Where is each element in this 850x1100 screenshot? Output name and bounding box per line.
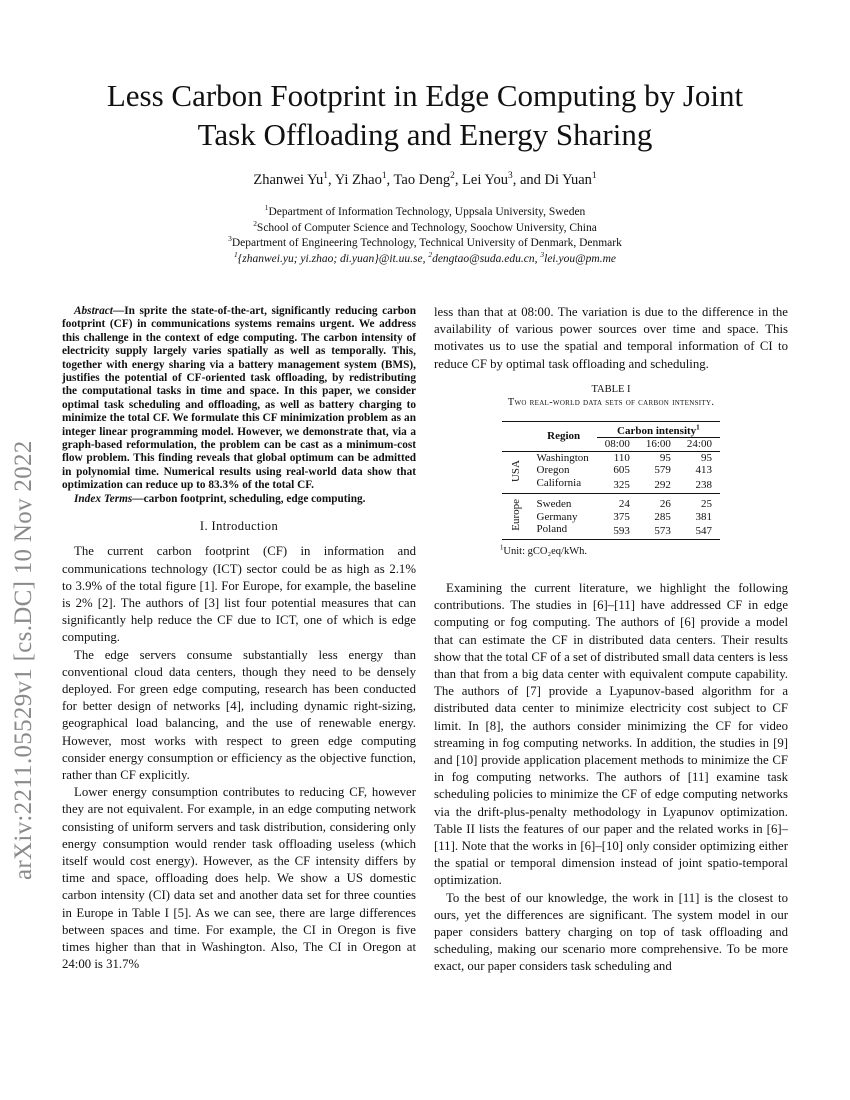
table-row: California <box>536 476 582 489</box>
table-cell: 24 <box>597 494 638 511</box>
author: Yi Zhao$^1$, <box>334 171 394 188</box>
paragraph: less than that at 08:00. The variation is due to the difference in the availability of various power sources over time and space. This motivates us to use the spatial and temporal information of CI to reduce CF by optimal task offloading and scheduling. <box>434 305 788 371</box>
arxiv-identifier: arXiv:2211.05529v1 [cs.DC] 10 Nov 2022 <box>10 440 37 880</box>
table-row: Sweden <box>531 494 597 511</box>
author-emails: $^1${zhanwei.yu; yi.zhao; di.yuan}@it.uu.se, $^2$dengtao@suda.edu.cn, $^3$lei.you@pm.me <box>233 249 617 265</box>
table-cell: 110 <box>597 451 638 464</box>
col-header-time: 16:00 <box>638 438 679 452</box>
affiliation: $^3$Department of Engineering Technology, Technical University of Denmark, Denmark <box>228 234 622 249</box>
author: Lei You$^3$, and <box>462 171 545 188</box>
paragraph: Lower energy consumption contributes to reducing CF, however they are not equivalent. For example, in an edge computing network consisting of uniform servers and task distribution, considering only energy consumption would render task offloading useless (which itself would cost energy). However, as the CF intensity differs by time and space, offloading does help. We show a US domestic carbon intensity (CI) data set and another data set for three counties in Europe in Table I [5]. As we can see, there are large differences between spaces and time. For example, the CI in Oregon is five times higher than that in Washington. Also, The CI in Oregon at 24:00 is 31.7% <box>62 785 416 972</box>
group-label-europe: Europe <box>502 494 531 540</box>
index-terms: Index Terms—carbon footprint, scheduling, edge computing. <box>74 492 366 505</box>
affiliation: $^2$School of Computer Science and Technology, Soochow University, China <box>253 218 597 234</box>
col-header-region: Region <box>531 421 597 451</box>
paragraph: The edge servers consume substantially less energy than conventional cloud data centers, though they need to be densely deployed. For green edge computing, research has been conducted for better design of networks [4], including dynamic right-sizing, geographical load balancing, and the use of renewable energy. However, most works with respect to green edge computing consider energy consumption or efficiency as the objective function, rather than CF explicitly. <box>62 647 416 782</box>
author: Di Yuan$^1$ <box>544 171 597 188</box>
author: Zhanwei Yu$^1$, <box>253 171 335 188</box>
table-cell: 413 <box>695 464 712 477</box>
author-list <box>60 172 790 189</box>
paragraph: Examining the current literature, we highlight the following contributions. The studies in [6]–[11] have addressed CF in edge computing or fog computing. The authors of [6] provide a model that can estimate the CF in distributed data centers. Their results show that the total CF of a set of distributed small data centers is less than that from a big data center with equivalent compute capability. The authors of [7] provide a Lyapunov-based algorithm for a distributed data center to minimize electricity cost subject to CF limit. In [8], the authors consider minimizing the CF for video streaming in fog computing networks. In addition, the studies in [9] and [10] provide application placement methods to minimize the CF in fog computing networks. The authors of [11] examine task scheduling policies to minimize the CF of edge computing networks via the drift-plus-penalty methodology in Lyapunov optimization. Table II lists the features of our paper and the related works in [6]–[11]. Note that the works in [6]–[10] only consider optimizing either the spatial or temporal dimension instead of joint spatio-temporal optimization. <box>434 581 788 888</box>
table-footnote: $^1$Unit: gCO₂eq/kWh. <box>500 544 587 557</box>
table-cell: 325 <box>613 478 630 491</box>
table-cell: 573 <box>638 523 679 539</box>
table-cell: 579 <box>654 464 671 477</box>
table-cell: 292 <box>654 478 671 491</box>
table-row: Washington <box>531 451 597 464</box>
table-row: Oregon <box>536 464 570 477</box>
table-cell: 238 <box>695 478 712 491</box>
paragraph: The current carbon footprint (CF) in information and communications technology (ICT) sector could be as high as 2.1% to 3.9% of the total figure [1]. For Europe, for example, the baseline is 2% [2]. The authors of [3] list four potential measures that can significantly help reduce the CF due to ICT, one of which is edge computing. <box>62 544 416 645</box>
carbon-intensity-table <box>502 421 720 540</box>
table-cell: 547 <box>679 523 720 539</box>
right-column <box>434 304 788 976</box>
table-cell: 375 <box>613 510 630 523</box>
table-cell: 25 <box>679 494 720 511</box>
abstract: Abstract—In sprite the state-of-the-art, significantly reducing carbon footprint (CF) in communications systems remains urgent. We address this challenge in the context of edge computing. The carbon intensity of electricity supply largely varies spatially as well as temporally. This, together with energy sharing via a battery management system (BMS), justifies the potential of CF-oriented task offloading, by redistributing the computational tasks in time and space. In this paper, we consider optimal task scheduling and offloading, as well as battery charging to minimize the total CF. We formulate this CF minimization problem as an integer linear programming model. However, we demonstrate that, via a graph-based reformulation, the problem can be cast as a minimum-cost flow problem. This finding reveals that global optimum can be admitted in polynomial time. Numerical results using real-world data show that optimization can reduce up to 83.3% of the total CF. <box>62 305 416 492</box>
affiliations <box>60 205 790 267</box>
col-header-carbon-intensity: Carbon intensity$^1$ <box>597 421 720 438</box>
table-caption <box>434 383 788 409</box>
left-column <box>62 305 416 973</box>
title-line-2: Task Offloading and Energy Sharing <box>197 117 653 152</box>
table-label: TABLE I <box>591 383 631 395</box>
table-cell: 285 <box>654 510 671 523</box>
paper-title <box>60 76 790 154</box>
paragraph: To the best of our knowledge, the work in [11] is the closest to ours, yet the differences are significant. The system model in our paper considers battery charging on top of task offloading and scheduling, making our scenario more comprehensive. To be more exact, our paper considers task scheduling and <box>434 890 788 974</box>
affiliation: $^1$Department of Information Technology, Uppsala University, Sweden <box>264 203 586 218</box>
table-row: Germany <box>536 510 578 523</box>
section-heading-introduction: I. Introduction <box>199 519 279 534</box>
author: Tao Deng$^2$, <box>393 171 463 188</box>
table-cell: 381 <box>695 510 712 523</box>
col-header-time: 08:00 <box>597 438 638 452</box>
table-title: Two real-world data sets of carbon intensity. <box>507 396 715 408</box>
col-header-time: 24:00 <box>679 438 720 452</box>
table-cell: 95 <box>679 451 720 464</box>
table-cell: 26 <box>638 494 679 511</box>
group-label-usa: USA <box>502 451 531 494</box>
title-line-1: Less Carbon Footprint in Edge Computing by Joint <box>106 78 744 113</box>
table-row: Poland <box>531 523 597 539</box>
table-cell: 605 <box>613 464 630 477</box>
table-cell: 593 <box>597 523 638 539</box>
table-cell: 95 <box>638 451 679 464</box>
